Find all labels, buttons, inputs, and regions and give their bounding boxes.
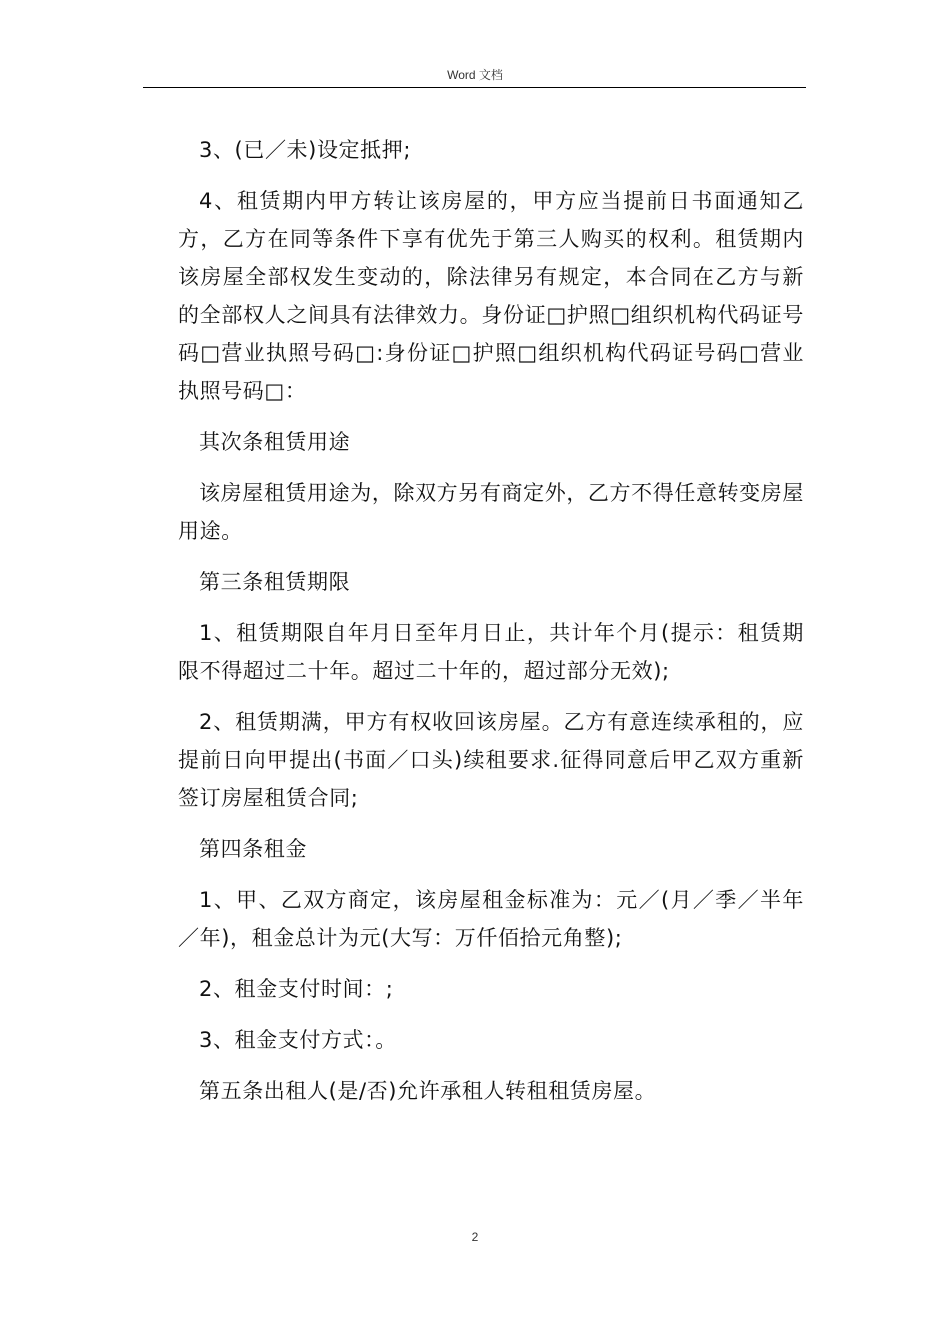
document-body (178, 131, 804, 1123)
paragraph-rent-1: 1、甲、乙双方商定，该房屋租金标准为：元／(月／季／半年／年)，租金总计为元(大写：万仟佰拾元角整); (178, 888, 804, 950)
section-heading-usage: 其次条租赁用途 (199, 430, 351, 454)
paragraph-mortgage: 3、(已／未)设定抵押; (199, 138, 412, 162)
page-header-title: Word 文档 (447, 68, 503, 82)
paragraph-term-2: 2、租赁期满，甲方有权收回该房屋。乙方有意连续承租的，应提前日向甲提出(书面／口头)续租要求.征得同意后甲乙双方重新签订房屋租赁合同; (178, 710, 804, 810)
section-heading-term: 第三条租赁期限 (199, 570, 351, 594)
section-heading-sublease: 第五条出租人(是/否)允许承租人转租租赁房屋。 (199, 1079, 657, 1103)
paragraph-rent-3: 3、租金支付方式：。 (199, 1028, 397, 1052)
paragraph-transfer: 4、租赁期内甲方转让该房屋的，甲方应当提前日书面通知乙方，乙方在同等条件下享有优先于第三人购买的权利。租赁期内该房屋全部权发生变动的，除法律另有规定，本合同在乙方与新的全部权人之间具有法律效力。身份证□护照□组织机构代码证号码□营业执照号码□:身份证□护照□组织机构代码证号码□营业执照号码□： (178, 189, 804, 403)
paragraph-usage: 该房屋租赁用途为，除双方另有商定外，乙方不得任意转变房屋用途。 (178, 481, 804, 543)
paragraph-rent-2: 2、租金支付时间：; (199, 977, 394, 1001)
page-number: 2 (471, 1230, 479, 1244)
paragraph-term-1: 1、租赁期限自年月日至年月日止，共计年个月(提示：租赁期限不得超过二十年。超过二十年的，超过部分无效); (178, 621, 804, 683)
section-heading-rent: 第四条租金 (199, 837, 307, 861)
header-divider (143, 87, 806, 88)
